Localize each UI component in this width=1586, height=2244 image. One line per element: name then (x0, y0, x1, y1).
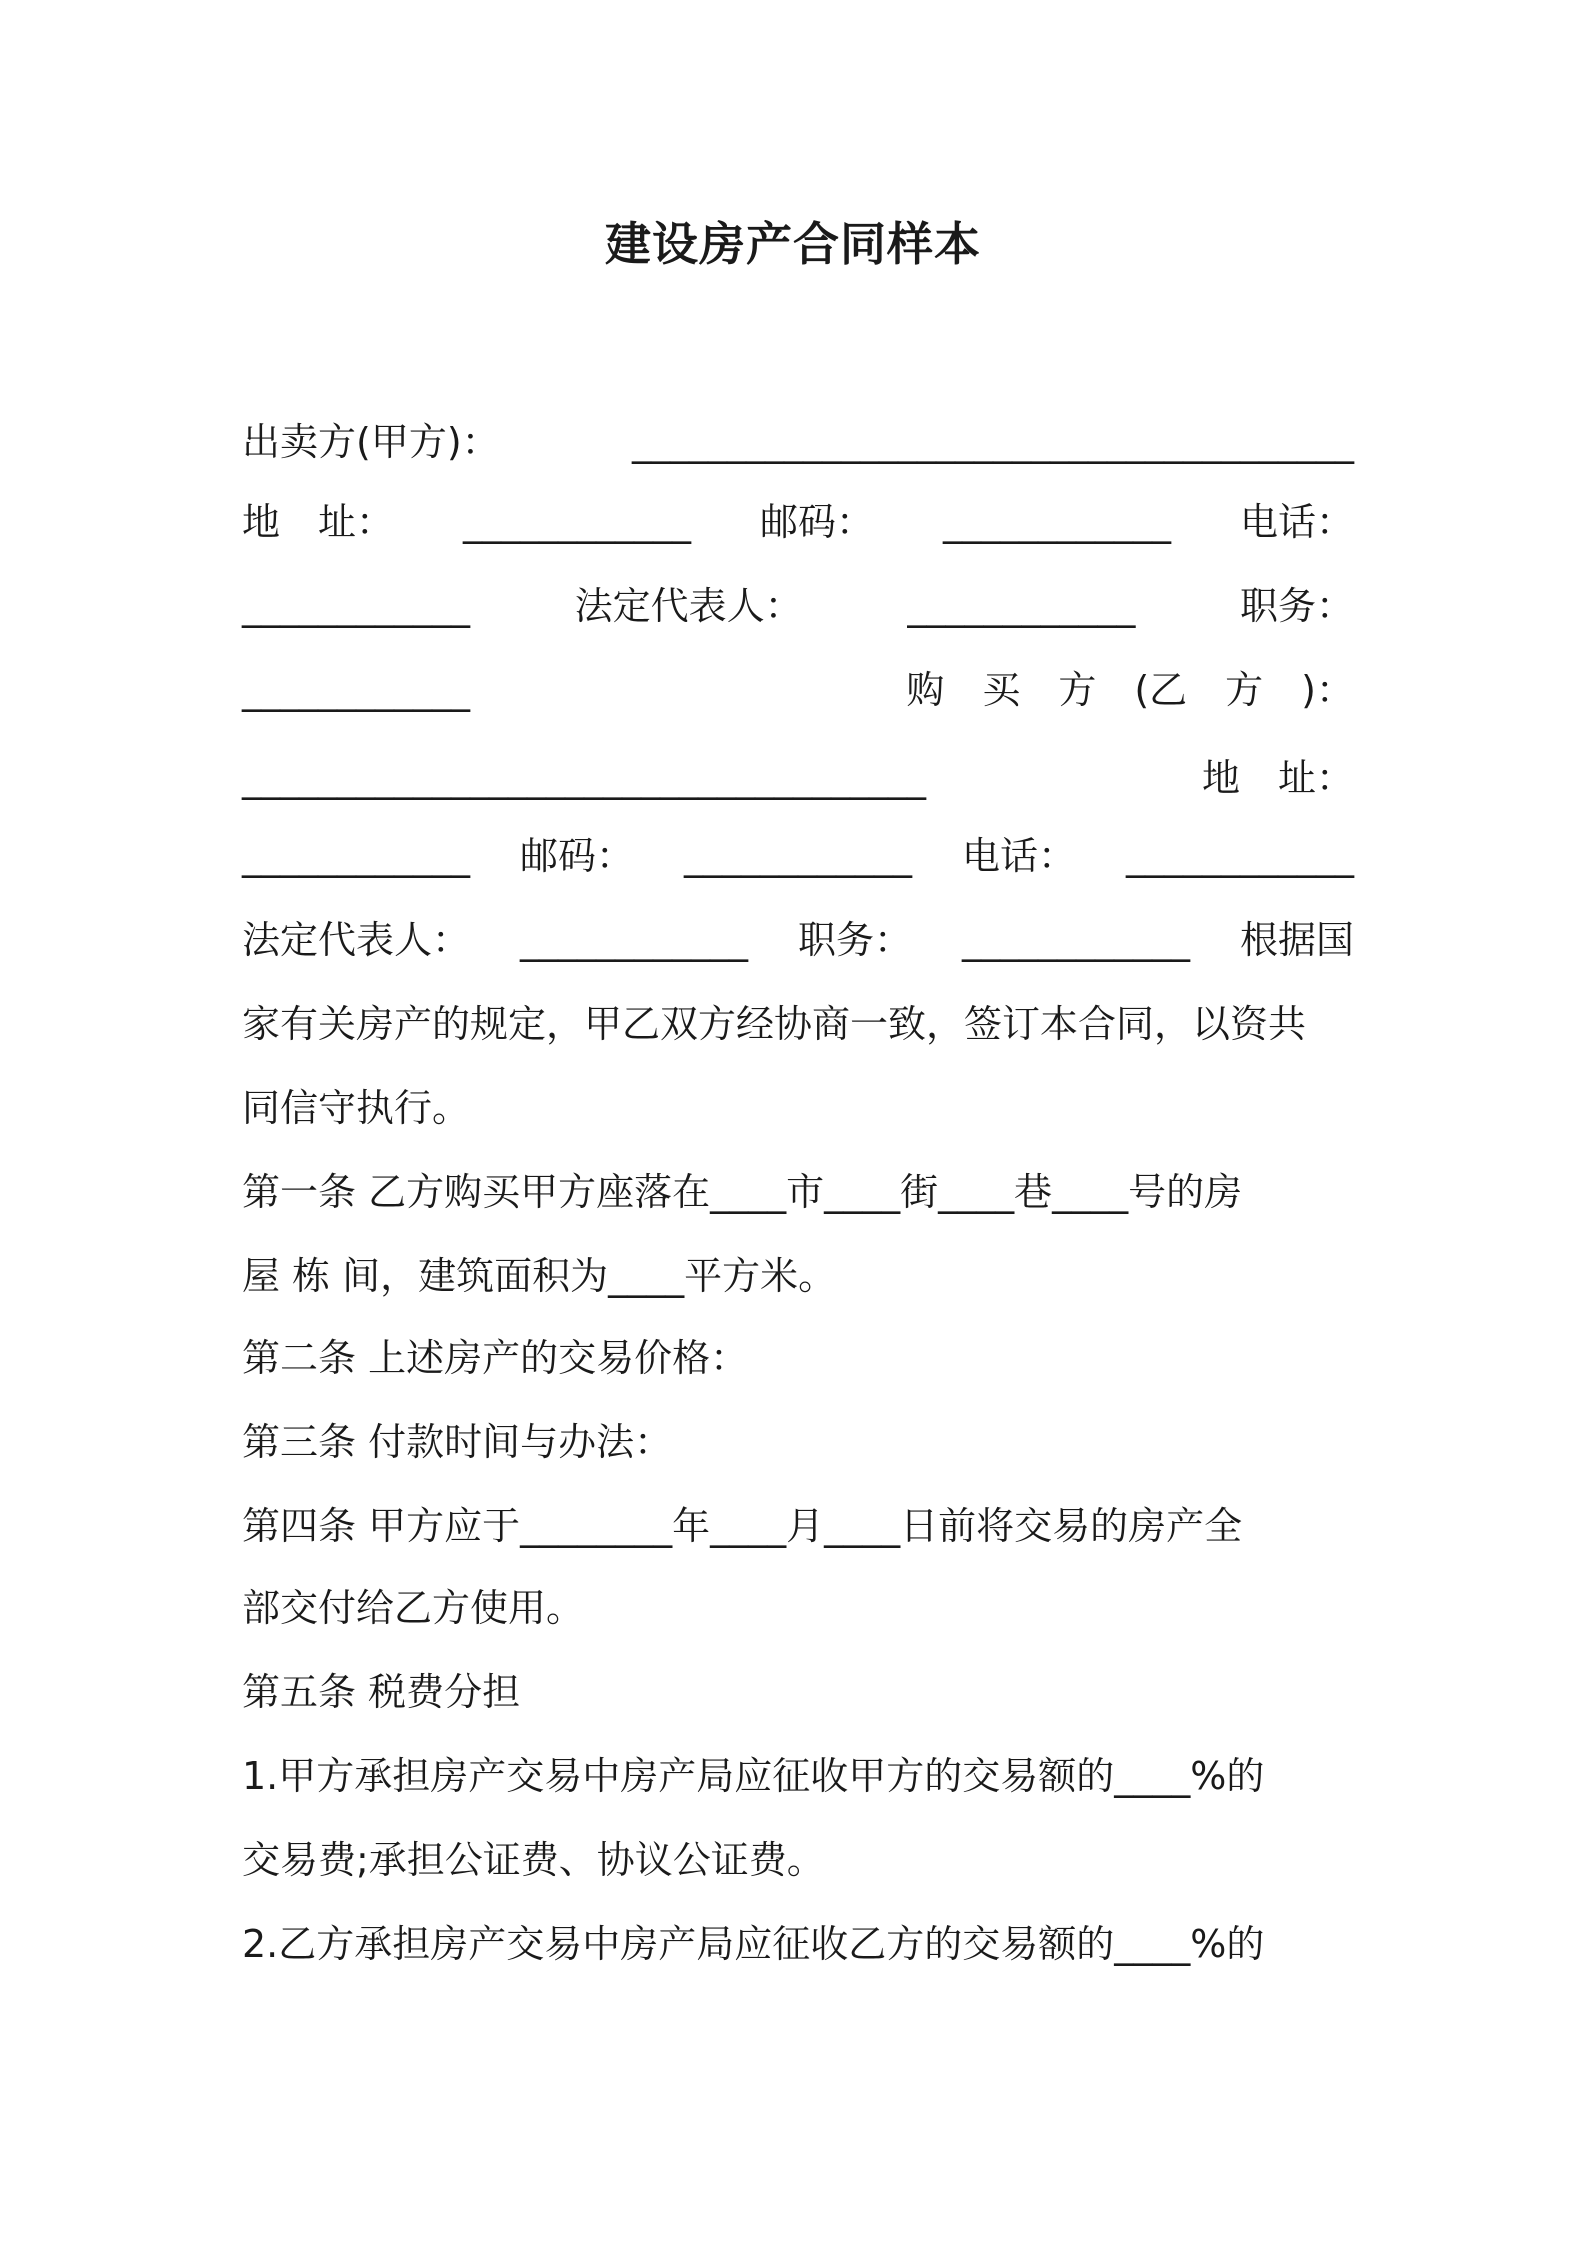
postcode-label: 邮码： (759, 500, 874, 544)
article-5-item-1-line-1: 1.甲方承担房产交易中房产局应征收甲方的交易额的____%的 (242, 1754, 1265, 1798)
buyer-address-label: 地 址： (1201, 756, 1354, 800)
phone-blank: ____________ (242, 584, 470, 628)
buyer-name-line (242, 748, 1354, 808)
seller-contact-line (242, 492, 1354, 552)
article-4-line-2: 部交付给乙方使用。 (242, 1586, 585, 1630)
seller-line (242, 412, 1354, 472)
seller-rep-line (242, 576, 1354, 636)
postcode-blank: ____________ (942, 500, 1171, 544)
buyer-postcode-label: 邮码： (519, 834, 634, 878)
article-1-line-1: 第一条 乙方购买甲方座落在____市____街____巷____号的房 (242, 1170, 1243, 1214)
document-title: 建设房产合同样本 (605, 217, 981, 271)
legal-rep-label: 法定代表人： (574, 584, 803, 628)
address-label: 地 址： (242, 500, 395, 544)
buyer-position-blank: ____________ (961, 918, 1190, 962)
seller-label: 出卖方(甲方)： (242, 420, 500, 464)
article-5-heading: 第五条 税费分担 (242, 1670, 521, 1714)
buyer-label: 购 买 方 (乙 方 )： (906, 668, 1354, 712)
address-blank: ____________ (463, 500, 691, 544)
buyer-address-blank: ____________ (242, 834, 470, 878)
preamble-line-1: 家有关房产的规定，甲乙双方经协商一致，签订本合同，以资共 (242, 1002, 1307, 1046)
phone-label: 电话： (1239, 500, 1354, 544)
position-blank: ____________ (242, 668, 470, 712)
buyer-legal-rep-label: 法定代表人： (242, 918, 471, 962)
buyer-phone-label: 电话： (961, 834, 1076, 878)
legal-rep-blank: ____________ (907, 584, 1136, 628)
position-label: 职务： (1239, 584, 1354, 628)
buyer-postcode-blank: ____________ (683, 834, 912, 878)
article-1-line-2: 屋 栋 间，建筑面积为____平方米。 (242, 1254, 837, 1298)
preamble-line-2: 同信守执行。 (242, 1086, 471, 1130)
buyer-phone-blank: ____________ (1125, 834, 1354, 878)
buyer-contact-line (242, 826, 1354, 886)
article-5-item-1-line-2: 交易费;承担公证费、协议公证费。 (242, 1838, 825, 1882)
seller-blank: ______________________________________ (632, 420, 1354, 464)
buyer-line (242, 660, 1354, 720)
preamble-start: 根据国 (1239, 918, 1354, 962)
buyer-legal-rep-blank: ____________ (520, 918, 748, 962)
article-4-line-1: 第四条 甲方应于________年____月____日前将交易的房产全 (242, 1504, 1243, 1548)
buyer-blank: ____________________________________ (242, 756, 926, 800)
article-2: 第二条 上述房产的交易价格： (242, 1336, 749, 1380)
article-3: 第三条 付款时间与办法： (242, 1420, 673, 1464)
article-5-item-2-line-1: 2.乙方承担房产交易中房产局应征收乙方的交易额的____%的 (242, 1922, 1265, 1966)
buyer-position-label: 职务： (797, 918, 912, 962)
buyer-rep-line (242, 910, 1354, 970)
